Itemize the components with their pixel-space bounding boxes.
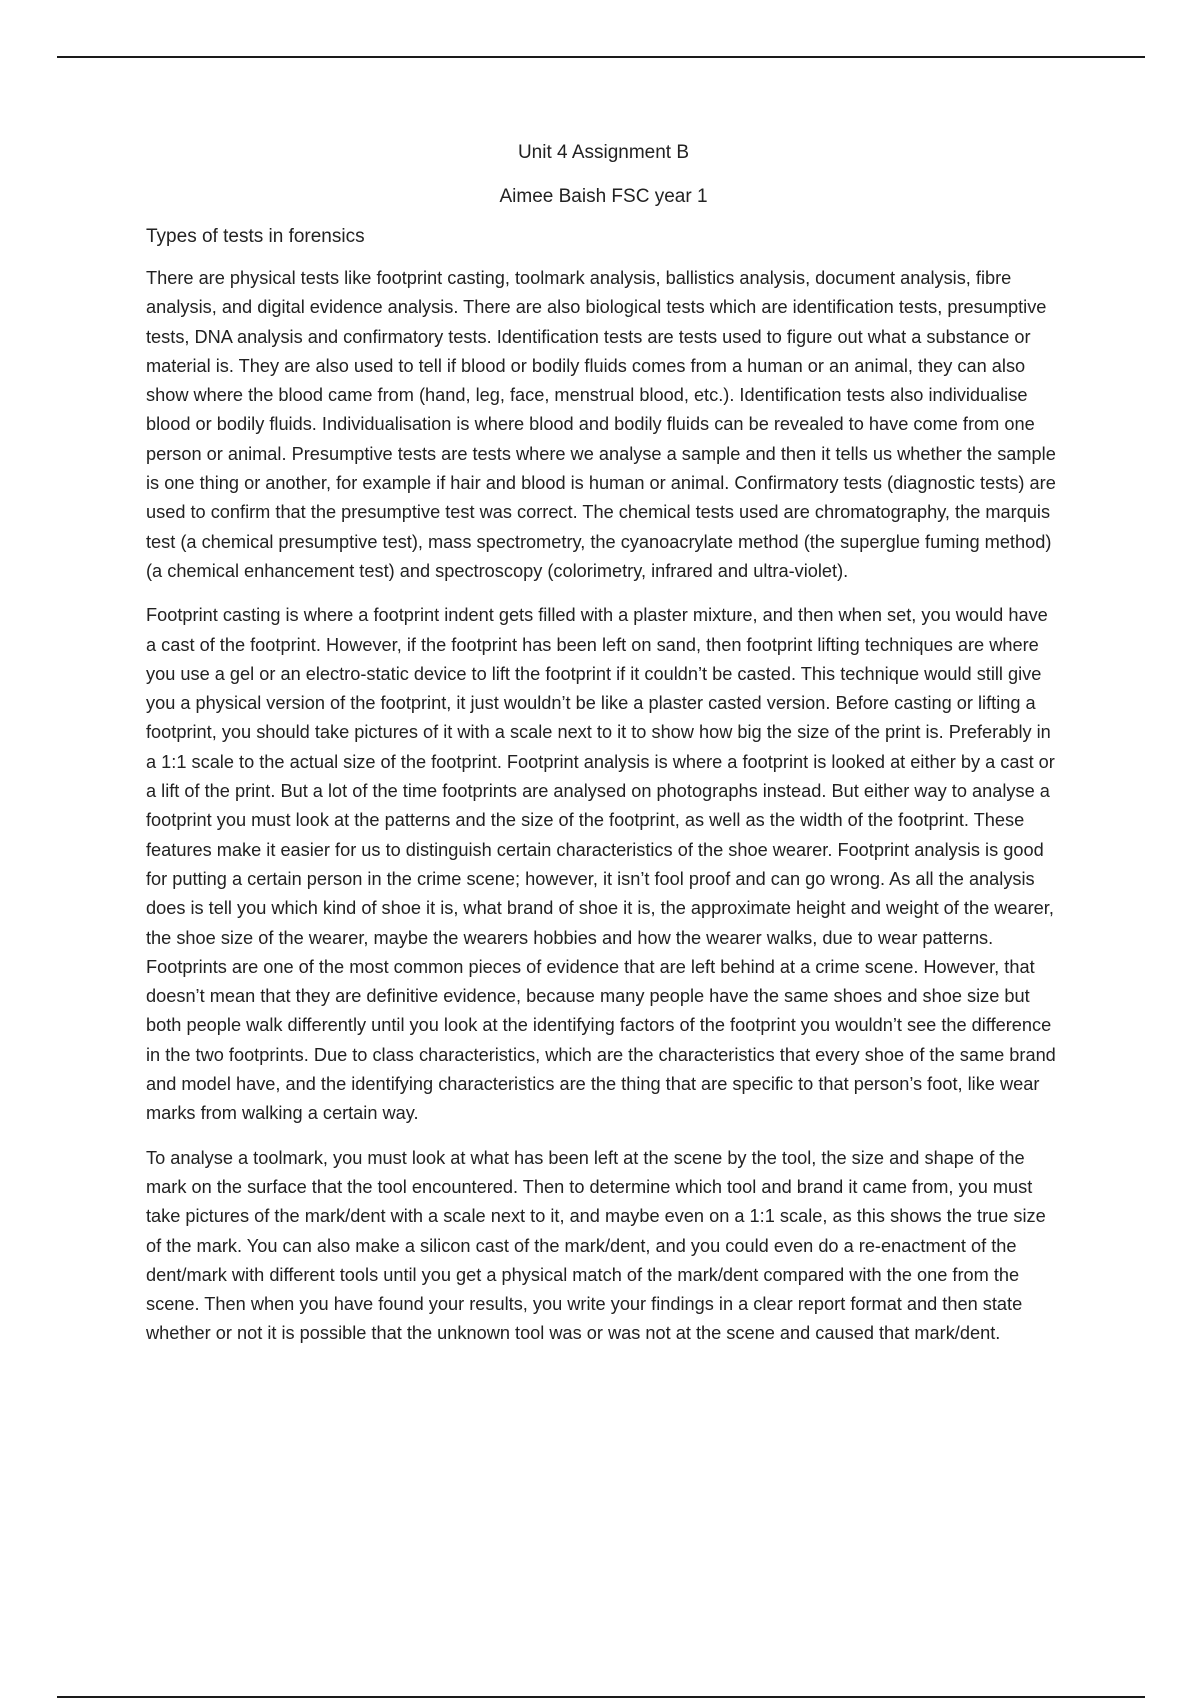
paragraph-footprint-casting: Footprint casting is where a footprint indent gets filled with a plaster mixture, and then when set, you would have a cast of the footprint. However, if the footprint has been left on sand, then footprint lifting techniques are where you use a gel or an electro-static device to lift the footprint if it couldn’t be casted. This technique would still give you a physical version of the footprint, it just wouldn’t be like a plaster casted version. Before casting or lifting a footprint, you should take pictures of it with a scale next to it to show how big the size of the print is. Preferably in a 1:1 scale to the actual size of the footprint. Footprint analysis is where a footprint is looked at either by a cast or a lift of the print. But a lot of the time footprints are analysed on photographs instead. But either way to analyse a footprint you must look at the patterns and the size of the footprint, as well as the width of the footprint. These features make it easier for us to distinguish certain characteristics of the shoe wearer. Footprint analysis is good for putting a certain person in the crime scene; however, it isn’t fool proof and can go wrong. As all the analysis does is tell you which kind of shoe it is, what brand of shoe it is, the approximate height and weight of the wearer, the shoe size of the wearer, maybe the wearers hobbies and how the wearer walks, due to wear patterns. Footprints are one of the most common pieces of evidence that are left behind at a crime scene. However, that doesn’t mean that they are definitive evidence, because many people have the same shoes and shoe size but both people walk differently until you look at the identifying factors of the footprint you wouldn’t see the difference in the two footprints. Due to class characteristics, which are the characteristics that every shoe of the same brand and model have, and the identifying characteristics are the thing that are specific to that person’s foot, like wear marks from walking a certain way.: [146, 605, 1056, 1124]
bottom-rule: [57, 1696, 1145, 1698]
document-title: Unit 4 Assignment B: [517, 142, 690, 163]
top-rule: [57, 56, 1145, 58]
document-body: [146, 140, 1061, 1364]
paragraph-toolmark-analysis: To analyse a toolmark, you must look at what has been left at the scene by the tool, the size and shape of the mark on the surface that the tool encountered. Then to determine which tool and brand it came from, you must take pictures of the mark/dent with a scale next to it, and maybe even on a 1:1 scale, as this shows the true size of the mark. You can also make a silicon cast of the mark/dent, and you could even do a re-enactment of the dent/mark with different tools until you get a physical match of the mark/dent compared with the one from the scene. Then when you have found your results, you write your findings in a clear report format and then state whether or not it is possible that the unknown tool was or was not at the scene and caused that mark/dent.: [146, 1147, 1046, 1344]
section-heading: Types of tests in forensics: [146, 226, 365, 247]
author-line: Aimee Baish FSC year 1: [499, 186, 708, 207]
paragraph-tests-overview: There are physical tests like footprint casting, toolmark analysis, ballistics analysis, document analysis, fibre analysis, and digital evidence analysis. There are also biological tests which are identification tests, presumptive tests, DNA analysis and confirmatory tests. Identification tests are tests used to figure out what a substance or material is. They are also used to tell if blood or bodily fluids comes from a human or an animal, they can also show where the blood came from (hand, leg, face, menstrual blood, etc.). Identification tests also individualise blood or bodily fluids. Individualisation is where blood and bodily fluids can be revealed to have come from one person or animal. Presumptive tests are tests where we analyse a sample and then it tells us whether the sample is one thing or another, for example if hair and blood is human or animal. Confirmatory tests (diagnostic tests) are used to confirm that the presumptive test was correct. The chemical tests used are chromatography, the marquis test (a chemical presumptive test), mass spectrometry, the cyanoacrylate method (the superglue fuming method) (a chemical enhancement test) and spectroscopy (colorimetry, infrared and ultra-violet).: [146, 268, 1056, 581]
